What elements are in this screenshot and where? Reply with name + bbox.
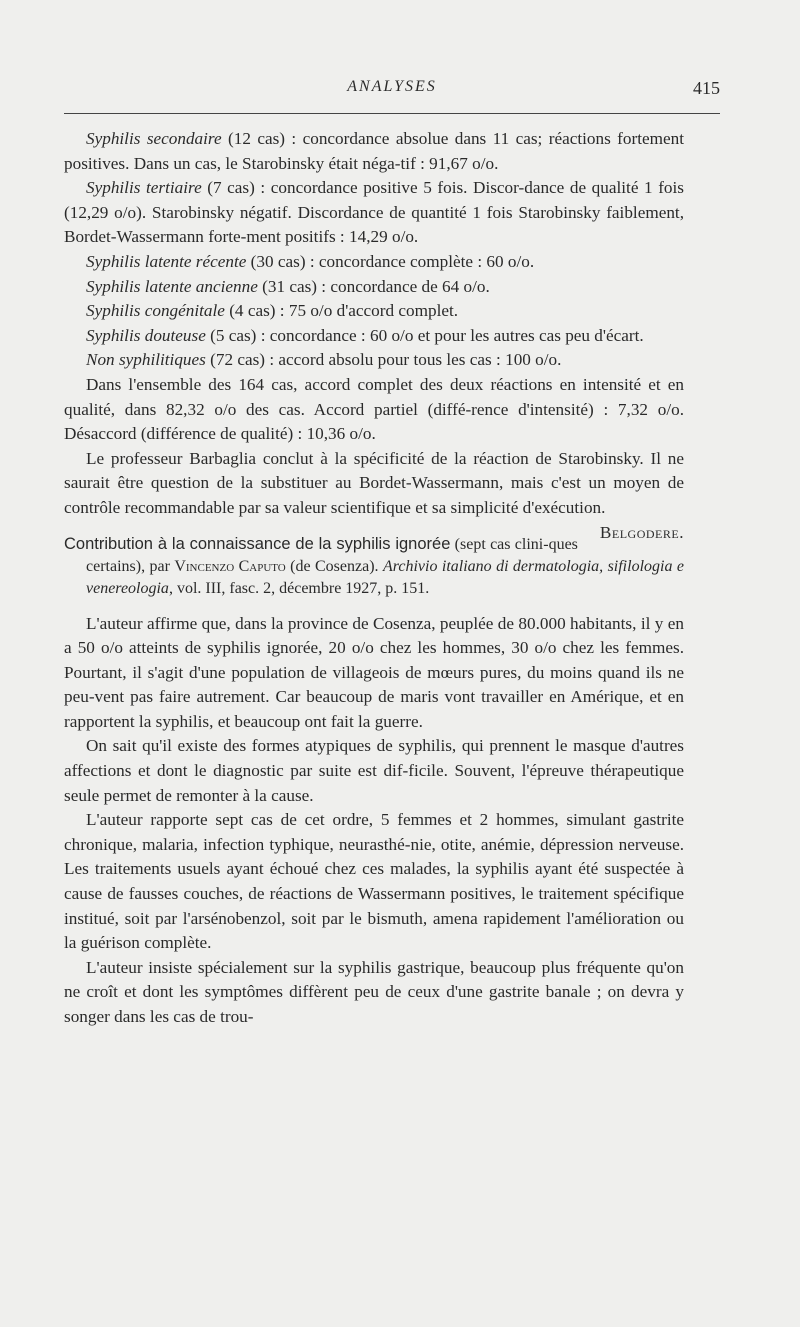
case-title: Syphilis secondaire — [86, 129, 222, 148]
article-place: (de Cosenza). — [285, 557, 383, 575]
article-paragraph: On sait qu'il existe des formes atypiques de syphilis, qui prennent le masque d'autres affections et dont le diagnostic par suite est dif-ficile. Souvent, l'épreuve thérapeutique seule permet de remonter à la cause. — [64, 736, 684, 805]
page-body — [64, 127, 684, 1030]
case-text: (72 cas) : accord absolu pour tous les cas : 100 o/o. — [205, 350, 562, 370]
paragraph-latente-recente — [64, 250, 684, 275]
case-title: Syphilis congénitale — [86, 301, 225, 321]
paragraph-douteuse — [64, 324, 684, 349]
article-reference: , vol. III, fasc. 2, décembre 1927, p. 151. — [168, 579, 430, 597]
case-title: Syphilis douteuse — [86, 325, 206, 345]
article-subtitle: (sept cas clini-ques certains), par — [86, 535, 578, 575]
case-title: Non syphilitiques — [86, 350, 206, 370]
reviewer-signature: Belgodere. — [599, 522, 684, 542]
article-paragraph: L'auteur affirme que, dans la province de Cosenza, peuplée de 80.000 habitants, il y en a 50 o/o atteints de syphilis ignorée, 20 o/o chez les hommes, 30 o/o chez les femmes. Pourtant, il s'agit d'une population de villageois de mœurs pures, du moins quand ils ne peu-vent pas faire autrement. Car beaucoup de maris vont travailler en Amérique, et en rapportent la syphilis, et beaucoup ont fait la guerre. — [64, 613, 684, 731]
case-title: Syphilis tertiaire — [86, 178, 202, 198]
case-title: Syphilis latente ancienne — [86, 276, 258, 296]
article-paragraph: L'auteur insiste spécialement sur la syphilis gastrique, beaucoup plus fréquente qu'on ne croît et dont les symptômes diffèrent peu de ceux d'une gastrite banale ; on devra y songer dans les cas de trou- — [64, 957, 684, 1026]
paragraph-conclusion — [64, 447, 684, 542]
conclusion-text: Le professeur Barbaglia conclut à la spécificité de la réaction de Starobinsky. Il ne saurait être question de la substituer au Bordet-Wassermann, mais c'est un moyen de contrôle recommandable par sa valeur scientifique et sa simplicité d'exécution. — [64, 448, 684, 517]
header-rule — [64, 113, 720, 114]
paragraph-congenitale — [64, 299, 684, 324]
article-paragraph: L'auteur rapporte sept cas de cet ordre, 5 femmes et 2 hommes, simulant gastrite chronique, malaria, infection typhique, neurasthé-nie, otite, anémie, dépression nerveuse. Les traitements usuels ayant échoué chez ces malades, la syphilis ayant été suspectée à cause de fausses couches, de réactions de Wassermann positives, le traitement spécifique institué, soit par l'arsénobenzol, soit par le bismuth, amena rapidement l'amélioration ou la guérison complète. — [64, 810, 684, 953]
case-text: (12 cas) : concordance absolue dans 11 cas; réactions fortement positives. Dans un cas, le Starobinsky était néga-tif : 91,67 o/o. — [64, 129, 684, 173]
case-text: (4 cas) : 75 o/o d'accord complet. — [224, 301, 459, 321]
paragraph-ensemble: Dans l'ensemble des 164 cas, accord complet des deux réactions en intensité et en qualité, dans 82,32 o/o des cas. Accord partiel (diffé-rence d'intensité) : 7,32 o/o. Désaccord (différence de qualité) : 10,36 o/o. — [64, 374, 684, 444]
page-header — [64, 78, 720, 104]
paragraph-non-syphilitiques — [64, 348, 684, 373]
page-number: 415 — [693, 78, 720, 98]
paragraph-secondaire — [64, 127, 684, 176]
paragraph-tertiaire — [64, 176, 684, 250]
case-text: (30 cas) : concordance complète : 60 o/o. — [246, 251, 535, 271]
case-text: (31 cas) : concordance de 64 o/o. — [257, 276, 490, 296]
case-text: (7 cas) : concordance positive 5 fois. Discor-dance de qualité 1 fois (12,29 o/o). Starobinsky négatif. Discordance de quantité 1 fois Starobinsky faiblement, Bordet-Wassermann forte-ment positifs : 14,29 o/o. — [64, 178, 684, 247]
article-journal: Archivio italiano di dermatologia, sifilologia e venereologia — [86, 557, 684, 597]
article-author: Vincenzo Caputo — [174, 557, 286, 575]
case-text: (5 cas) : concordance : 60 o/o et pour les autres cas peu d'écart. — [205, 325, 644, 345]
case-title: Syphilis latente récente — [86, 251, 247, 271]
paragraph-latente-ancienne — [64, 275, 684, 300]
article-title: Contribution à la connaissance de la syphilis ignorée — [64, 534, 451, 553]
running-title: ANALYSES — [347, 78, 437, 95]
